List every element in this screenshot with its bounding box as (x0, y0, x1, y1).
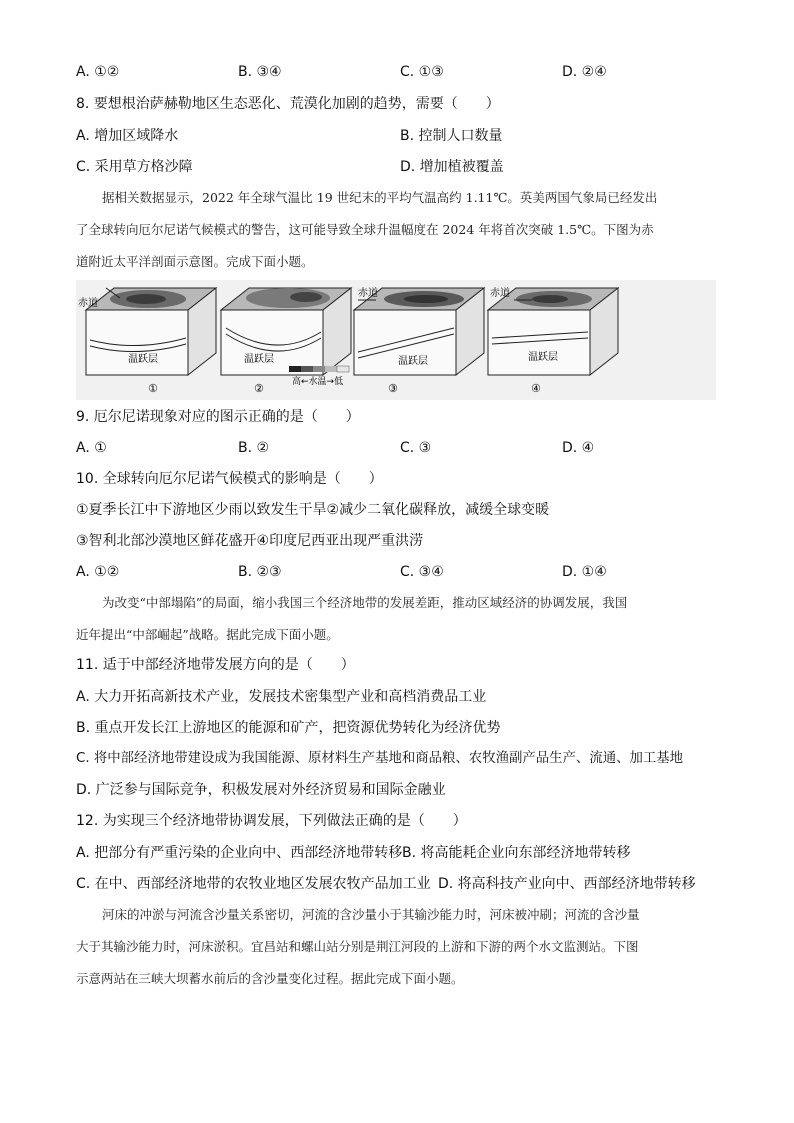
panel-numeral: ④ (531, 382, 541, 395)
passage-line: 大于其输沙能力时，河床淤积。宜昌站和螺山站分别是荆江河段的上游和下游的两个水文监测站。下图 (76, 939, 639, 954)
q10-stem: 10. 全球转向厄尔尼诺气候模式的影响是（ ） (76, 471, 383, 487)
passage-line: 为改变“中部塌陷”的局面，缩小我国三个经济地带的发展差距，推动区域经济的协调发展，我国 (102, 595, 628, 610)
legend-label: 高←水温→低 (292, 377, 344, 387)
q12-option-c[interactable]: C. 在中、西部经济地带的农牧业地区发展农牧产品加工业 (76, 876, 431, 892)
passage-line: 河床的冲淤与河流含沙量关系密切，河流的含沙量小于其输沙能力时，河床被冲刷；河流的含沙量 (102, 907, 640, 922)
q10-option-a[interactable]: A. ①② (76, 564, 120, 580)
q10-option-c[interactable]: C. ③④ (400, 564, 444, 580)
q12-stem: 12. 为实现三个经济地带协调发展，下列做法正确的是（ ） (76, 813, 467, 829)
q11-option-d[interactable]: D. 广泛参与国际竞争，积极发展对外经济贸易和国际金融业 (76, 782, 446, 798)
passage-river-sediment (76, 899, 716, 995)
q7-option-d[interactable]: D. ②④ (562, 64, 607, 80)
q10-option-d[interactable]: D. ①④ (562, 564, 607, 580)
q7-option-a[interactable]: A. ①② (76, 64, 120, 80)
passage-line: 了全球转向厄尔尼诺气候模式的警告，这可能导致全球升温幅度在 2024 年将首次突破 1.5℃。下图为赤 (76, 222, 654, 237)
passage-line: 示意两站在三峡大坝蓄水前后的含沙量变化过程。据此完成下面小题。 (76, 971, 464, 986)
panel-numeral: ② (254, 382, 264, 395)
q8-option-a[interactable]: A. 增加区域降水 (76, 128, 179, 144)
q12-option-a[interactable]: A. 把部分有严重污染的企业向中、西部经济地带转移 (76, 845, 403, 861)
q12-option-d[interactable]: D. 将高科技产业向中、西部经济地带转移 (438, 876, 696, 892)
q8-option-c[interactable]: C. 采用草方格沙障 (76, 159, 193, 175)
thermocline-label: 温跃层 (528, 352, 558, 363)
q10-item-line: ①夏季长江中下游地区少雨以致发生干旱②减少二氧化碳释放，减缓全球变暖 (76, 502, 550, 518)
q11-option-c[interactable]: C. 将中部经济地带建设成为我国能源、原材料生产基地和商品粮、农牧渔副产品生产、流通、加工基地 (76, 751, 684, 766)
q10-option-b[interactable]: B. ②③ (238, 564, 282, 580)
equator-label: 赤道 (78, 298, 98, 309)
q9-option-a[interactable]: A. ① (76, 440, 107, 456)
q10-item-line: ③智利北部沙漠地区鲜花盛开④印度尼西亚出现严重洪涝 (76, 533, 424, 549)
q9-stem: 9. 厄尔尼诺现象对应的图示正确的是（ ） (76, 409, 360, 425)
q9-option-d[interactable]: D. ④ (562, 440, 595, 456)
passage-line: 据相关数据显示，2022 年全球气温比 19 世纪末的平均气温高约 1.11℃。英美两国气象局已经发出 (102, 190, 658, 205)
passage-line: 近年提出“中部崛起”战略。据此完成下面小题。 (76, 627, 339, 642)
equator-label: 赤道 (490, 288, 510, 299)
temperature-legend (289, 366, 349, 387)
q11-option-a[interactable]: A. 大力开拓高新技术产业，发展技术密集型产业和高档消费品工业 (76, 689, 487, 705)
pacific-section-figure (76, 280, 716, 400)
q9-option-c[interactable]: C. ③ (400, 440, 432, 456)
equator-label: 赤道 (358, 288, 378, 299)
panel-numeral: ① (148, 382, 158, 395)
passage-line: 道附近太平洋剖面示意图。完成下面小题。 (76, 254, 314, 269)
passage-el-nino (76, 182, 716, 278)
passage-central-rise (76, 587, 716, 651)
q11-stem: 11. 适于中部经济地带发展方向的是（ ） (76, 657, 355, 673)
q9-option-b[interactable]: B. ② (238, 440, 270, 456)
thermocline-label: 温跃层 (244, 354, 274, 365)
q11-option-b[interactable]: B. 重点开发长江上游地区的能源和矿产，把资源优势转化为经济优势 (76, 720, 501, 736)
thermocline-label: 温跃层 (128, 354, 158, 365)
q8-stem: 8. 要想根治萨赫勒地区生态恶化、荒漠化加剧的趋势，需要（ ） (76, 96, 500, 112)
q8-option-d[interactable]: D. 增加植被覆盖 (400, 159, 504, 175)
thermocline-label: 温跃层 (398, 356, 428, 367)
q7-option-b[interactable]: B. ③④ (238, 64, 282, 80)
panel-numeral: ③ (388, 382, 398, 395)
q12-option-b[interactable]: B. 将高能耗企业向东部经济地带转移 (402, 845, 631, 861)
q8-option-b[interactable]: B. 控制人口数量 (400, 128, 503, 144)
q7-option-c[interactable]: C. ①③ (400, 64, 444, 80)
